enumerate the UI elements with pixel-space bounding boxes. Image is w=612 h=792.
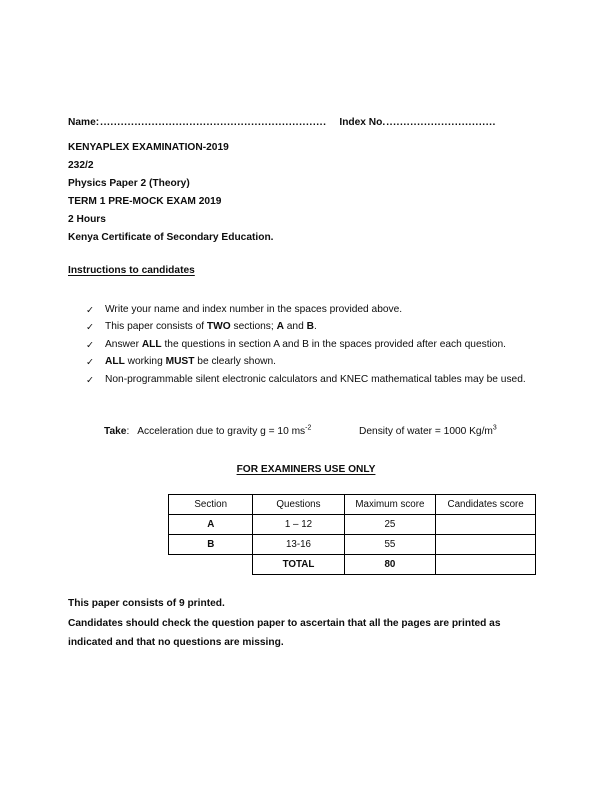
instruction-text: This paper consists of TWO sections; A and B.: [105, 321, 317, 333]
cell-candidates-score-b[interactable]: [436, 535, 536, 555]
column-header-questions: Questions: [253, 495, 344, 515]
name-dotted-leader: ..................................................................: [100, 117, 327, 128]
instructions-list: [86, 301, 532, 388]
take-label: Take: [104, 426, 127, 437]
cell-candidates-score-a[interactable]: [436, 515, 536, 535]
cell-questions-a: 1 – 12: [253, 515, 344, 535]
column-header-section: Section: [169, 495, 253, 515]
instruction-item-1: [86, 301, 532, 318]
cell-questions-total: TOTAL: [253, 555, 344, 575]
instruction-text: Write your name and index number in the spaces provided above.: [105, 304, 403, 315]
checkmark-icon: ✓: [86, 304, 94, 315]
header-line-certificate: Kenya Certificate of Secondary Education.: [68, 232, 274, 244]
gravity-constant: Acceleration due to gravity g = 10 ms: [137, 426, 306, 437]
gravity-exponent: -2: [305, 424, 312, 432]
cell-maximum-score-a: 25: [344, 515, 436, 535]
instruction-item-4: [86, 353, 532, 370]
constants-line: [104, 426, 497, 437]
column-header-candidates-score: Candidates score: [436, 495, 536, 515]
column-header-maximum-score: Maximum score: [344, 495, 436, 515]
header-line-subject: Physics Paper 2 (Theory): [68, 178, 190, 190]
cell-section-b: B: [169, 535, 253, 555]
name-index-line: [68, 117, 532, 128]
table-header-row: [169, 495, 536, 515]
instruction-item-5: [86, 371, 532, 388]
checkmark-icon: ✓: [86, 321, 94, 333]
name-label: Name:: [68, 117, 100, 128]
checkmark-icon: ✓: [86, 373, 94, 385]
index-no-label: Index No.: [339, 117, 386, 128]
footer-note: [68, 594, 532, 653]
footer-line-check-notice: Candidates should check the question paper to ascertain that all the pages are printed as indicated and that no questions are missing.: [68, 617, 501, 648]
instruction-text: Answer ALL the questions in section A and B in the spaces provided after each question.: [105, 338, 506, 350]
density-constant: Density of water = 1000 Kg/m: [359, 426, 493, 437]
header-line-exam-term: TERM 1 PRE-MOCK EXAM 2019: [68, 196, 222, 208]
cell-maximum-score-total: 80: [344, 555, 436, 575]
table-row: [169, 535, 536, 555]
checkmark-icon: ✓: [86, 356, 94, 368]
cell-section-total: [169, 555, 253, 575]
header-line-duration: 2 Hours: [68, 214, 106, 226]
index-dotted-leader: ................................: [386, 117, 496, 128]
instruction-item-2: [86, 318, 532, 335]
table-total-row: [169, 555, 536, 575]
header-line-exam-body: KENYAPLEX EXAMINATION-2019: [68, 142, 229, 153]
density-exponent: 3: [492, 424, 497, 432]
examiners-score-table: [168, 494, 536, 575]
examiners-heading: FOR EXAMINERS USE ONLY: [236, 464, 376, 475]
exam-header-block: [68, 139, 538, 248]
header-line-paper-code: 232/2: [68, 160, 94, 172]
checkmark-icon: ✓: [86, 338, 94, 350]
cell-section-a: A: [169, 515, 253, 535]
instruction-item-3: [86, 336, 532, 353]
take-colon: :: [126, 426, 130, 437]
instruction-text: ALL working MUST be clearly shown.: [105, 356, 276, 368]
cell-maximum-score-b: 55: [344, 535, 436, 555]
cell-candidates-score-total[interactable]: [436, 555, 536, 575]
instructions-heading: Instructions to candidates: [68, 265, 195, 276]
table-row: [169, 515, 536, 535]
footer-line-page-count: This paper consists of 9 printed.: [68, 598, 225, 609]
instruction-text: Non-programmable silent electronic calculators and KNEC mathematical tables may be used.: [105, 373, 526, 385]
cell-questions-b: 13-16: [253, 535, 344, 555]
